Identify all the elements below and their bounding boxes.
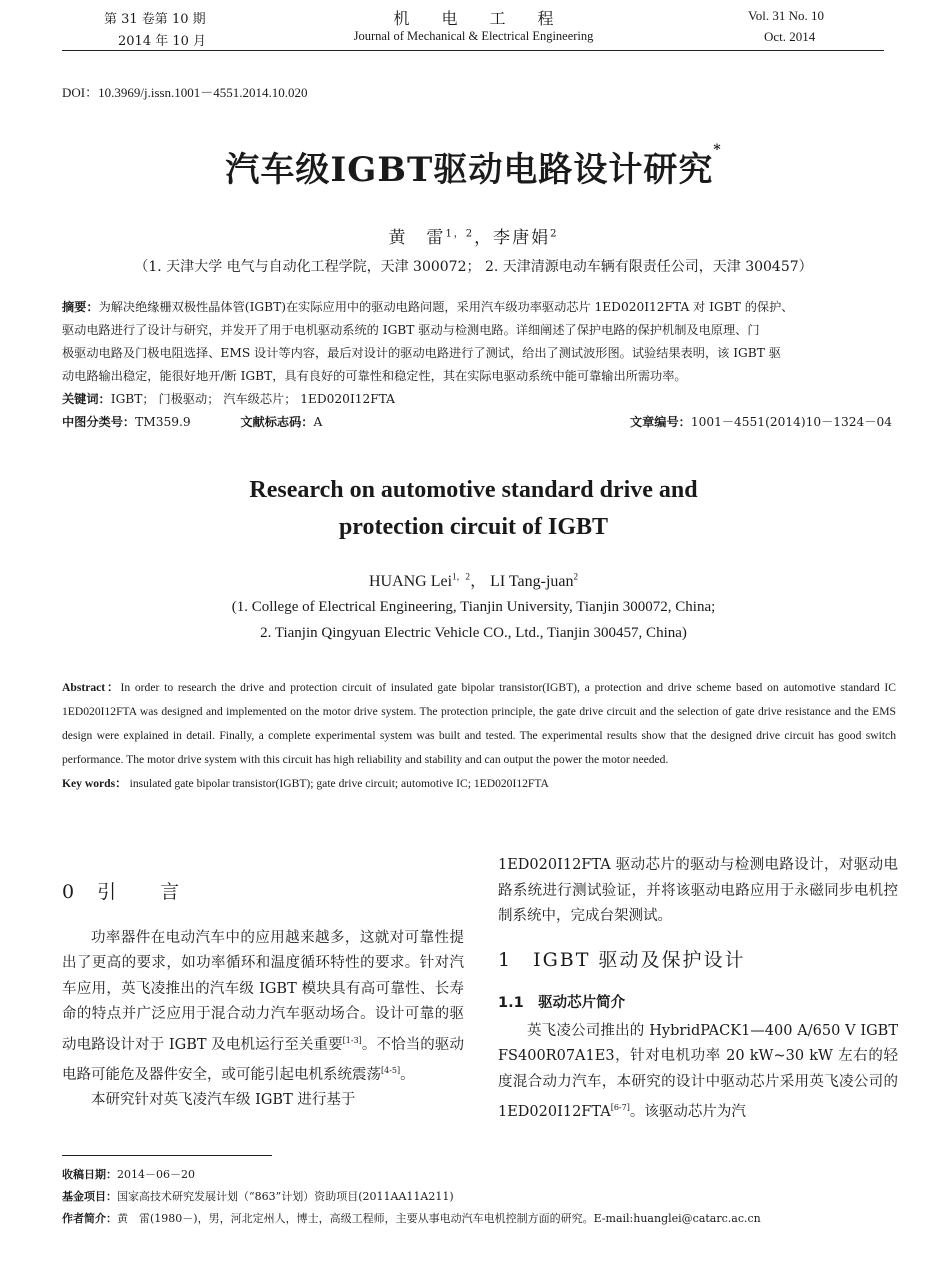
keywords-cn: 关键词：IGBT； 门极驱动； 汽车级芯片； 1ED020I12FTA xyxy=(62,392,395,406)
abstract-cn: 摘要：为解决绝缘栅双极性晶体管(IGBT)在实际应用中的驱动电路问题，采用汽车级功率驱动芯片 1ED020I12FTA 对 IGBT 的保护、 驱动电路进行了设计与研究，并发开了用于电机驱动系统的 IGBT 驱动与检测电路。详细阐述了保护电路的保护机制及电原理、门 极驱动电路及门极电阻选择、EMS 设计等内容，最后对设计的驱动电路进行了测试，给出了测试波形图。试验结果表明，该 IGBT 驱 动电路输出稳定，能很好地开/断 IGBT，具有良好的可靠性和稳定性，其在实际电驱动系统中能可靠输出所需功率。 关键词：IGBT； 门极驱动； 汽车级芯片； 1ED020I12FTA 中图分类号：TM359.9 文献标志码：A 文章编号：1001－4551(2014)10－1324－04 xyxy=(62,296,884,434)
authors-cn: 黄 雷$^{1,2}$，李唐娟$^2$ xyxy=(388,228,559,248)
affiliation-cn: （1. 天津大学 电气与自动化工程学院，天津 300072； 2. 天津清源电动车辆有限责任公司，天津 300457） xyxy=(134,259,813,275)
journal-cn: 机 电 工 程 xyxy=(393,9,554,28)
volume-cn: 第 31 卷第 10 期 xyxy=(104,12,206,27)
keywords-en: Key words： insulated gate bipolar transistor(IGBT); gate drive circuit; automotive IC; 1ED020I12FTA xyxy=(62,777,549,790)
classification-row: 中图分类号：TM359.9 文献标志码：A 文章编号：1001－4551(2014)10－1324－04 xyxy=(62,415,892,429)
footnote-funding: 基金项目：国家高技术研究发展计划（“863”计划）资助项目(2011AA11A211) xyxy=(62,1190,454,1203)
intro-paragraph-2-cont: 1ED020I12FTA 驱动芯片的驱动与检测电路设计，对驱动电路系统进行测试验证，并将该驱动电路应用于永磁同步电机控制系统中，完成台架测试。 xyxy=(498,857,898,924)
section-introduction: 0 引 言 xyxy=(62,881,182,903)
intro-paragraph-2: 本研究针对英飞凌汽车级 IGBT 进行基于 xyxy=(91,1092,356,1109)
driver-chip-paragraph: 英飞凌公司推出的 HybridPACK1—400 A/650 V IGBT FS400R07A1E3，针对电机功率 20 kW~30 kW 左右的轻度混合动力汽车，本研究的设计中驱动芯片采用英飞凌公司的 1ED020I12FTA[6-7]。该驱动芯片为汽 xyxy=(498,1022,898,1120)
authors-en: HUANG Lei$^{1,2}$， LI Tang-juan$^2$ xyxy=(368,571,579,590)
date-cn: 2014 年 10 月 xyxy=(118,34,207,49)
abstract-en: Abstract：In order to research the drive and protection circuit of insulated gate bipolar transistor(IGBT), a protection and drive scheme based on automotive standard IC 1ED020I12FTA was designed and implemented on the motor drive system. The protection principle, the gate drive circuit and the selection of gate drive resistance and the EMS design were explained in detail. Finally, a complete experimental system was built and tested. The experimental results show that the designed drive circuit has good switch performance. The motor drive system with this circuit has high reliability and stability and can output the power the motor needed. Key words： insulated gate bipolar transistor(IGBT); gate drive circuit; automotive IC; 1ED020I12FTA xyxy=(62,676,896,796)
subsection-driver-chip: 1.1 驱动芯片简介 xyxy=(498,995,626,1011)
footnote-received: 收稿日期：2014－06－20 xyxy=(62,1168,195,1181)
affiliation-en-line2: 2. Tianjin Qingyuan Electric Vehicle CO., Ltd., Tianjin 300457, China) xyxy=(260,625,687,641)
title-cn: 汽车级IGBT驱动电路设计研究* xyxy=(225,142,722,190)
section-igbt-drive: 1 IGBT 驱动及保护设计 xyxy=(498,948,746,971)
footnote-rule xyxy=(62,1155,272,1156)
doi: DOI：10.3969/j.issn.1001－4551.2014.10.020 xyxy=(62,85,308,100)
volume-en: Vol. 31 No. 10 xyxy=(748,8,824,23)
intro-paragraph-1: 功率器件在电动汽车中的应用越来越多，这就对可靠性提出了更高的要求，如功率循环和温度循环特性的要求。针对汽车应用，英飞凌推出的汽车级 IGBT 模块具有高可靠性、长寿命的特点并广泛应用于混合动力汽车驱动场合。设计可靠的驱动电路设计对于 IGBT 及电机运行至关重要[1-3]。不恰当的驱动电路可能危及器件安全，或可能引起电机系统震荡[4-5]。 xyxy=(62,929,465,1083)
journal-en: Journal of Mechanical & Electrical Engineering xyxy=(353,29,594,43)
header-rule xyxy=(62,50,884,51)
body-left-column xyxy=(62,880,464,1114)
footnote-author: 作者简介：黄 雷(1980－)，男，河北定州人，博士，高级工程师，主要从事电动汽车电机控制方面的研究。E-mail:huanglei@catarc.ac.cn xyxy=(62,1212,761,1225)
title-footnote-mark: * xyxy=(713,142,722,158)
title-en: Research on automotive standard drive and protection circuit of IGBT xyxy=(249,477,698,540)
body-right-column xyxy=(498,853,898,1125)
affiliation-en-line1: (1. College of Electrical Engineering, Tianjin University, Tianjin 300072, China; xyxy=(231,599,716,615)
date-en: Oct. 2014 xyxy=(764,29,816,44)
